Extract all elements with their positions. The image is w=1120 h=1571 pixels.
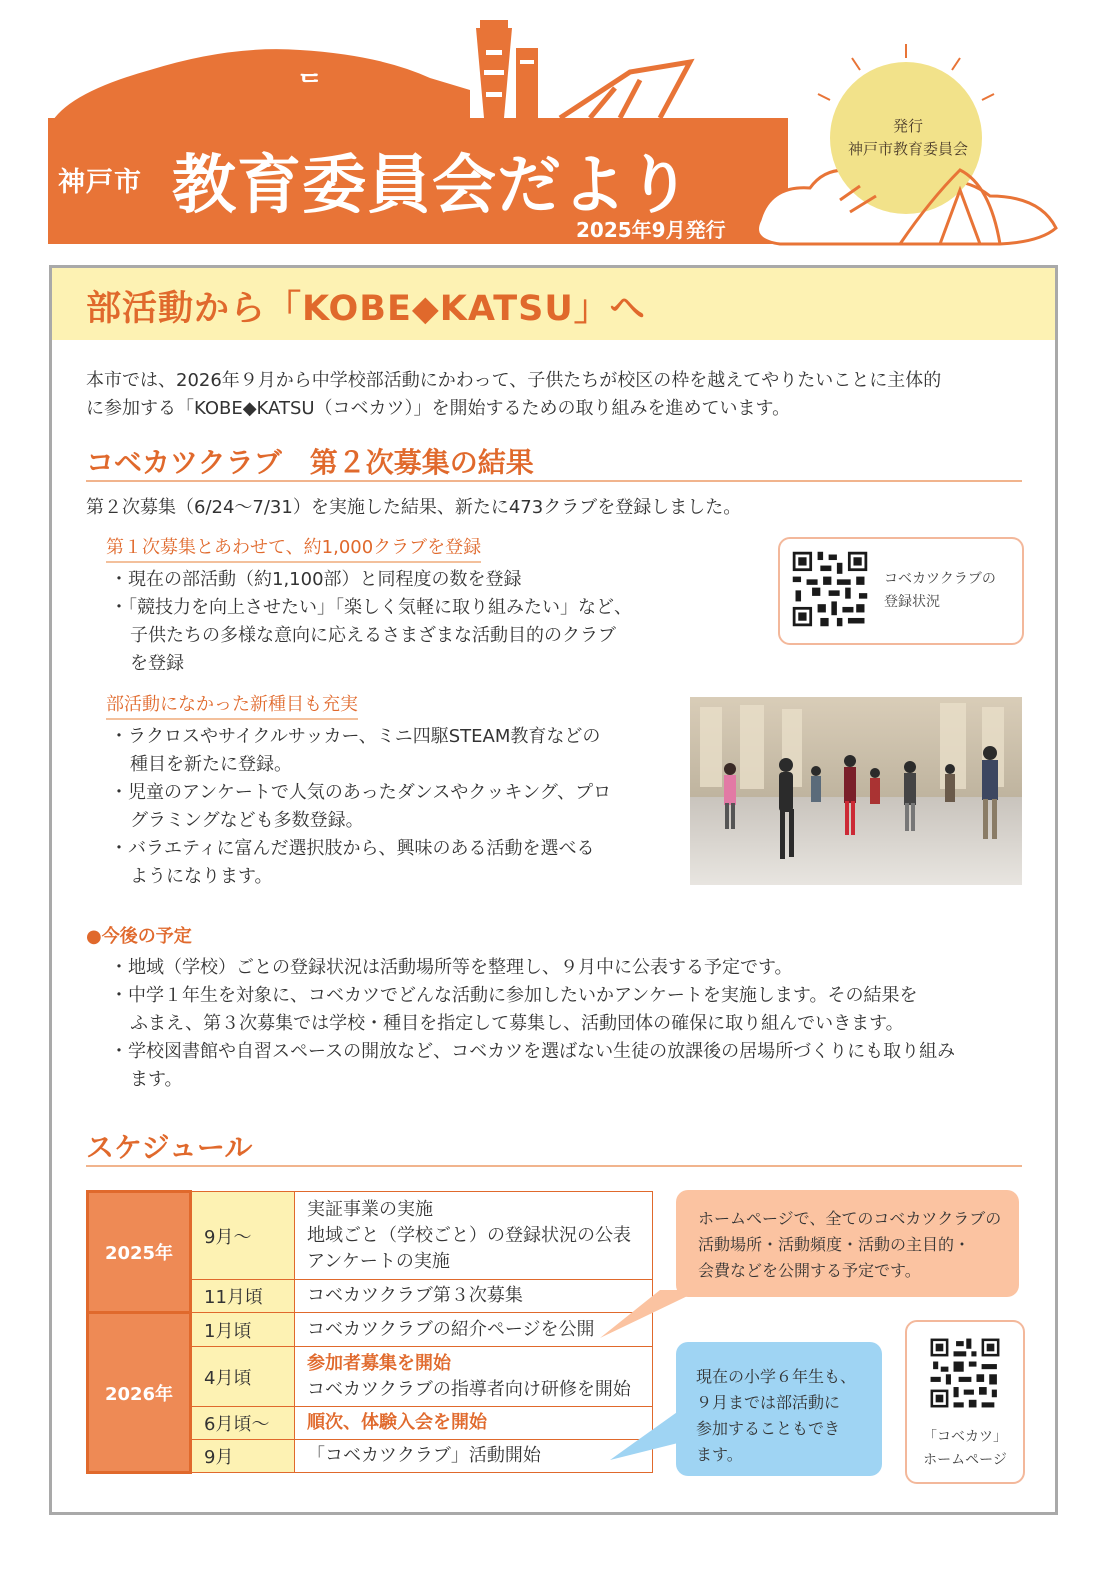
schedule-text: 実証事業の実施 [307,1198,433,1220]
future-heading: ●今後の予定 [86,926,192,947]
qr-card-homepage[interactable] [905,1320,1025,1484]
subheading-new-events: 部活動になかった新種目も充実 [106,690,358,720]
bullet-line: ・バラエティに富んだ選択肢から、興味のある活動を選べる [110,838,595,859]
bullet-continuation: を登録 [130,653,184,674]
bullet-continuation: 子供たちの多様な意向に応えるさまざまな活動目的のクラブ [130,625,616,646]
qr-caption: ホームページ [923,1452,1007,1468]
publisher-label: 発行 [892,117,923,135]
year-2025: 2025年 [88,1192,191,1313]
future-line: ・学校図書館や自習スペースの開放など、コベカツを選ばない生徒の放課後の居場所づくりにも取り組み [110,1041,956,1062]
future-line: ・地域（学校）ごとの登録状況は活動場所等を整理し、９月中に公表する予定です。 [110,957,793,978]
future-line: ふまえ、第３次募集では学校・種目を指定して募集し、活動団体の確保に取り組んでいきます。 [130,1013,904,1034]
bullet-continuation: ようになります。 [130,866,273,887]
results-lead: 第２次募集（6/24〜7/31）を実施した結果、新たに473クラブを登録しました。 [86,497,742,518]
future-line: ます。 [130,1069,183,1090]
callout-text: ます。 [696,1445,743,1464]
header-title: 教育委員会だより [172,149,692,223]
bullet-continuation: グラミングなども多数登録。 [130,810,364,831]
schedule-highlight: 参加者募集を開始 [307,1352,451,1374]
schedule-month: 9月 [191,1440,295,1473]
section-rule [86,480,1022,482]
schedule-row [88,1313,653,1347]
schedule-desc: 「コベカツクラブ」活動開始 [295,1440,653,1473]
callout-text: 参加することもでき [696,1419,841,1438]
qr-code-icon[interactable] [928,1336,1002,1410]
port-tower-icon [476,20,512,118]
schedule-text: アンケートの実施 [307,1250,450,1272]
callout-grade6-info [676,1342,882,1476]
year-2026: 2026年 [88,1313,191,1473]
schedule-month: 11月頃 [191,1280,295,1313]
schedule-desc: コベカツクラブの紹介ページを公開 [295,1313,653,1347]
schedule-text: コベカツクラブの指導者向け研修を開始 [307,1378,631,1400]
qr-caption: コベカツクラブの [884,571,996,587]
bullet-continuation: 種目を新たに登録。 [130,754,292,775]
anchor-mark-icon: ᄃ [296,70,324,103]
subheading-registered: 第１次募集とあわせて、約1,000クラブを登録 [106,533,481,563]
schedule-table [86,1190,653,1474]
callout-homepage-info [676,1190,1019,1297]
schedule-row [88,1192,653,1280]
bullet-line: ・「競技力を向上させたい」「楽しく気軽に取り組みたい」など、 [110,597,632,618]
bullet-line: ・現在の部活動（約1,100部）と同程度の数を登録 [110,569,522,590]
schedule-desc: コベカツクラブ第３次募集 [295,1280,653,1313]
dance-class-photo [690,697,1022,885]
schedule-highlight: 順次、体験入会を開始 [295,1407,653,1440]
qr-caption: 登録状況 [884,594,940,610]
schedule-desc [295,1192,653,1280]
future-line: ・中学１年生を対象に、コベカツでどんな活動に参加したいかアンケートを実施します。その結果を [110,985,918,1006]
schedule-text: 地域ごと（学校ごと）の登録状況の公表 [307,1224,631,1246]
article-title: 部活動から「KOBE◆KATSU」へ [86,289,646,329]
schedule-month: 4月頃 [191,1347,295,1407]
publisher-org: 神戸市教育委員会 [847,140,968,158]
callout-text: ９月までは部活動に [696,1393,841,1412]
bullet-line: ・ラクロスやサイクルサッカー、ミニ四駆STEAM教育などの [110,726,601,747]
issue-date: 2025年9月発行 [576,218,726,242]
intro-line-2: に参加する「KOBE◆KATSU（コベカツ）」を開始するための取り組みを進めています。 [86,398,791,419]
qr-code-icon[interactable] [790,549,870,629]
callout-text: 現在の小学６年生も、 [696,1367,857,1386]
section-heading-results: コベカツクラブ 第２次募集の結果 [86,446,534,479]
schedule-month: 1月頃 [191,1313,295,1347]
chimney-icon [516,48,538,118]
qr-caption: 「コベカツ」 [923,1429,1007,1445]
callout-text: 活動場所・活動頻度・活動の主目的・ [698,1235,971,1254]
header-city: 神戸市 [58,167,142,198]
qr-card-registration[interactable] [778,537,1024,645]
section-rule [86,1165,1022,1167]
maritime-museum-icon [560,62,690,118]
schedule-month: 6月頃〜 [191,1407,295,1440]
schedule-heading: スケジュール [86,1131,253,1164]
intro-line-1: 本市では、2026年９月から中学校部活動にかわって、子供たちが校区の枠を越えてやりたいことに主体的 [86,370,942,391]
schedule-month: 9月〜 [191,1192,295,1280]
callout-text: ホームページで、全てのコベカツクラブの [698,1209,1002,1228]
bullet-line: ・児童のアンケートで人気のあったダンスやクッキング、プロ [110,782,612,803]
callout-text: 会費などを公開する予定です。 [698,1261,921,1280]
